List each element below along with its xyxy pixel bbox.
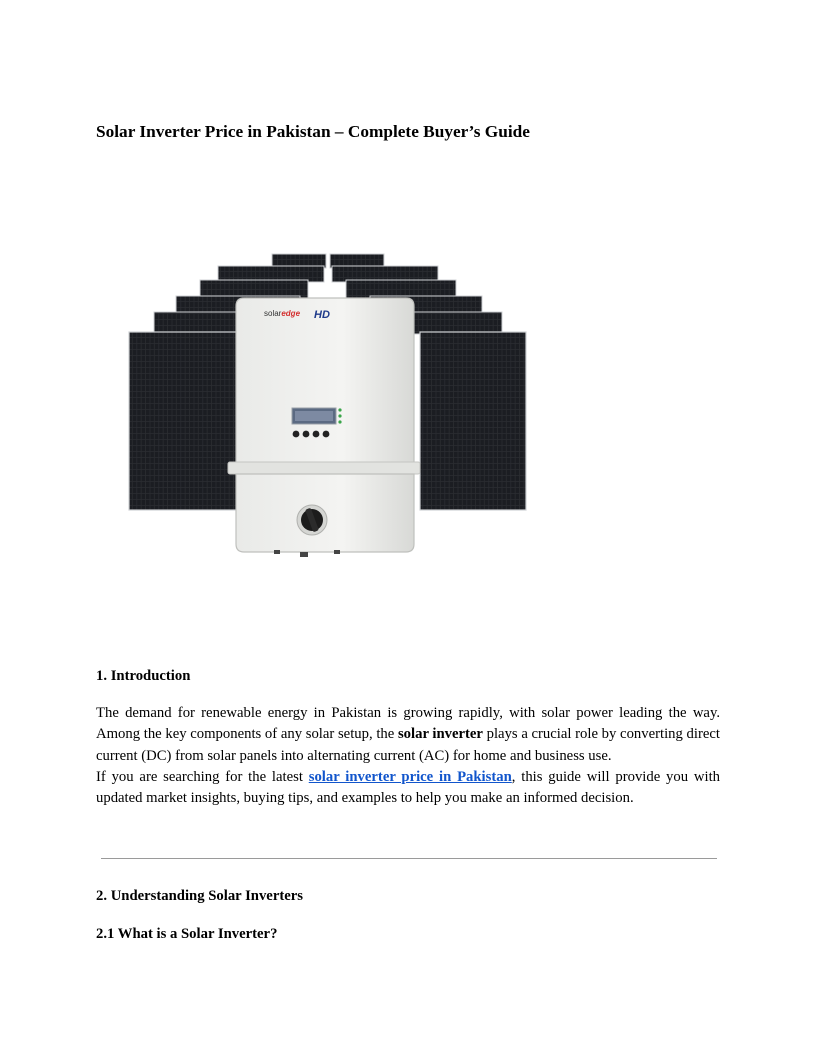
inverter-unit <box>228 298 420 557</box>
what-is-heading: 2.1 What is a Solar Inverter? <box>96 926 278 942</box>
section-divider <box>101 858 717 859</box>
solar-inverter-image <box>124 248 532 580</box>
svg-text:solaredge: solaredge <box>264 309 301 318</box>
introduction-paragraph <box>96 703 720 809</box>
introduction-heading: 1. Introduction <box>96 668 191 684</box>
intro-text-4: , this guide will provide you with updated market insights, buying tips, and examples to help you make an informed decision. <box>96 768 720 807</box>
understanding-heading: 2. Understanding Solar Inverters <box>96 888 303 904</box>
solar-inverter-illustration <box>124 248 532 580</box>
solar-inverter-price-link[interactable]: solar inverter price in Pakistan <box>308 768 512 785</box>
svg-text:HD: HD <box>314 309 330 321</box>
page-title: Solar Inverter Price in Pakistan – Complete Buyer’s Guide <box>96 122 530 141</box>
intro-text-1: The demand for renewable energy in Pakistan is growing rapidly, with solar power leading the way. Among the key components of any solar setup, the <box>96 705 720 743</box>
intro-bold-term: solar inverter <box>397 726 483 743</box>
intro-text-2: plays a crucial role by converting direct current (DC) from solar panels into alternating current (AC) for home and business use. <box>96 726 720 764</box>
intro-text-3: If you are searching for the latest <box>96 768 309 785</box>
